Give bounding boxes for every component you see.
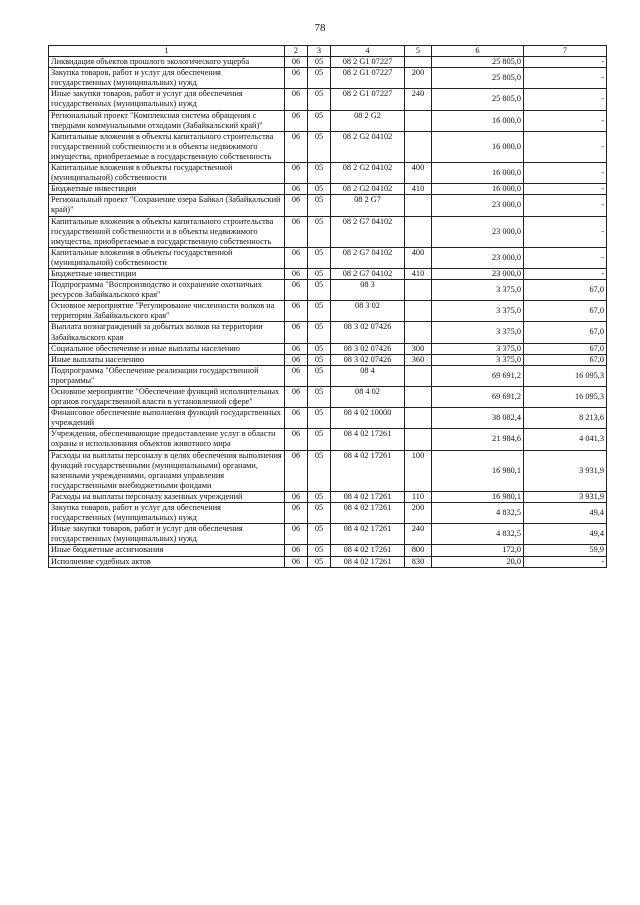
table-row [49,524,607,545]
table-row [49,545,607,556]
subsection-code-cell: 05 [308,184,331,195]
amount-executed-cell: 67,0 [524,301,607,322]
table-row [49,365,607,386]
row-name-cell: Закупка товаров, работ и услуг для обеспечения государственных (муниципальных) нужд [49,503,285,524]
section-code-cell: 06 [285,354,308,365]
amount-executed-cell: 3 931,9 [524,491,607,502]
amount-executed-cell: 49,4 [524,524,607,545]
subsection-code-cell: 05 [308,556,331,567]
expense-type-code-cell [405,301,432,322]
row-name-cell: Иные выплаты населению [49,354,285,365]
amount-executed-cell: - [524,68,607,89]
table-row [49,131,607,162]
amount-plan-cell: 20,0 [432,556,524,567]
table-row [49,110,607,131]
amount-executed-cell: 49,4 [524,503,607,524]
page-number: 78 [314,22,326,34]
expense-type-code-cell: 400 [405,163,432,184]
expense-type-code-cell: 200 [405,68,432,89]
section-code-cell: 06 [285,556,308,567]
table-row [49,354,607,365]
expense-type-code-cell [405,408,432,429]
amount-plan-cell: 38 082,4 [432,408,524,429]
subsection-code-cell: 05 [308,68,331,89]
amount-plan-cell: 23 000,0 [432,216,524,247]
amount-plan-cell: 25 805,0 [432,57,524,68]
section-code-cell: 06 [285,57,308,68]
amount-plan-cell: 69 691,2 [432,365,524,386]
section-code-cell: 06 [285,491,308,502]
row-name-cell: Социальное обеспечение и иные выплаты населению [49,343,285,354]
target-article-code-cell: 08 4 02 17261 [331,524,405,545]
subsection-code-cell: 05 [308,545,331,556]
row-name-cell: Ликвидация объектов прошлого экологического ущерба [49,57,285,68]
section-code-cell: 06 [285,89,308,110]
target-article-code-cell: 08 4 02 17261 [331,545,405,556]
row-name-cell: Подпрограмма "Обеспечение реализации государственной программы" [49,365,285,386]
amount-executed-cell: 67,0 [524,280,607,301]
target-article-code-cell: 08 2 G1 07227 [331,57,405,68]
table-row [49,89,607,110]
amount-executed-cell: - [524,556,607,567]
amount-plan-cell: 23 000,0 [432,195,524,216]
amount-plan-cell: 172,0 [432,545,524,556]
column-header: 4 [331,46,405,57]
column-header: 1 [49,46,285,57]
amount-executed-cell: 4 041,3 [524,429,607,450]
amount-plan-cell: 4 832,5 [432,503,524,524]
target-article-code-cell: 08 4 02 10000 [331,408,405,429]
section-code-cell: 06 [285,343,308,354]
amount-plan-cell: 16 000,0 [432,163,524,184]
amount-plan-cell: 16 980,1 [432,450,524,491]
subsection-code-cell: 05 [308,503,331,524]
amount-executed-cell: 59,9 [524,545,607,556]
expense-type-code-cell: 100 [405,450,432,491]
amount-plan-cell: 3 375,0 [432,322,524,343]
section-code-cell: 06 [285,216,308,247]
table-row [49,343,607,354]
amount-executed-cell: 16 095,3 [524,365,607,386]
amount-plan-cell: 16 000,0 [432,110,524,131]
section-code-cell: 06 [285,131,308,162]
row-name-cell: Закупка товаров, работ и услуг для обеспечения государственных (муниципальных) нужд [49,68,285,89]
table-row [49,268,607,279]
target-article-code-cell: 08 4 02 17261 [331,450,405,491]
table-header-row [49,46,607,57]
section-code-cell: 06 [285,387,308,408]
row-name-cell: Исполнение судебных актов [49,556,285,567]
row-name-cell: Финансовое обеспечение выполнения функций государственных учреждений [49,408,285,429]
table-row [49,57,607,68]
table-row [49,556,607,567]
row-name-cell: Иные закупки товаров, работ и услуг для обеспечения государственных (муниципальных) нужд [49,524,285,545]
column-header: 2 [285,46,308,57]
expense-type-code-cell [405,429,432,450]
section-code-cell: 06 [285,184,308,195]
amount-executed-cell: 16 095,3 [524,387,607,408]
target-article-code-cell: 08 4 02 17261 [331,491,405,502]
section-code-cell: 06 [285,195,308,216]
column-header: 5 [405,46,432,57]
table-row [49,68,607,89]
expense-type-code-cell: 410 [405,268,432,279]
expense-type-code-cell [405,195,432,216]
amount-executed-cell: - [524,195,607,216]
row-name-cell: Капитальные вложения в объекты государственной (муниципальной) собственности [49,163,285,184]
target-article-code-cell: 08 3 [331,280,405,301]
amount-executed-cell: - [524,268,607,279]
target-article-code-cell: 08 4 02 [331,387,405,408]
row-name-cell: Учреждения, обеспечивающие предоставление услуг в области охраны и использования объектов животного мира [49,429,285,450]
section-code-cell: 06 [285,503,308,524]
row-name-cell: Основное мероприятие "Обеспечение функций исполнительных органов государственной власти в установленной сфере" [49,387,285,408]
subsection-code-cell: 05 [308,195,331,216]
subsection-code-cell: 05 [308,450,331,491]
budget-table [48,45,607,568]
amount-plan-cell: 21 984,6 [432,429,524,450]
row-name-cell: Иные закупки товаров, работ и услуг для обеспечения государственных (муниципальных) нужд [49,89,285,110]
target-article-code-cell: 08 4 02 17261 [331,556,405,567]
target-article-code-cell: 08 2 G2 04102 [331,184,405,195]
expense-type-code-cell [405,365,432,386]
section-code-cell: 06 [285,524,308,545]
table-row [49,184,607,195]
section-code-cell: 06 [285,450,308,491]
target-article-code-cell: 08 2 G7 04102 [331,216,405,247]
amount-executed-cell: 67,0 [524,354,607,365]
subsection-code-cell: 05 [308,110,331,131]
subsection-code-cell: 05 [308,491,331,502]
target-article-code-cell: 08 2 G7 [331,195,405,216]
amount-plan-cell: 3 375,0 [432,301,524,322]
target-article-code-cell: 08 4 02 17261 [331,503,405,524]
amount-plan-cell: 23 000,0 [432,268,524,279]
target-article-code-cell: 08 2 G7 04102 [331,268,405,279]
row-name-cell: Региональный проект "Сохранение озера Байкал (Забайкальский край)" [49,195,285,216]
amount-executed-cell: 8 213,6 [524,408,607,429]
column-header: 3 [308,46,331,57]
subsection-code-cell: 05 [308,429,331,450]
subsection-code-cell: 05 [308,354,331,365]
expense-type-code-cell: 360 [405,354,432,365]
target-article-code-cell: 08 4 [331,365,405,386]
amount-plan-cell: 23 000,0 [432,247,524,268]
expense-type-code-cell [405,216,432,247]
expense-type-code-cell: 110 [405,491,432,502]
table-row [49,408,607,429]
amount-executed-cell: - [524,110,607,131]
amount-executed-cell: - [524,216,607,247]
row-name-cell: Бюджетные инвестиции [49,184,285,195]
row-name-cell: Капитальные вложения в объекты государственной (муниципальной) собственности [49,247,285,268]
subsection-code-cell: 05 [308,163,331,184]
expense-type-code-cell: 410 [405,184,432,195]
subsection-code-cell: 05 [308,57,331,68]
column-header: 6 [432,46,524,57]
amount-plan-cell: 16 000,0 [432,184,524,195]
section-code-cell: 06 [285,408,308,429]
amount-executed-cell: - [524,89,607,110]
expense-type-code-cell [405,322,432,343]
row-name-cell: Расходы на выплаты персоналу казенных учреждений [49,491,285,502]
target-article-code-cell: 08 3 02 07426 [331,354,405,365]
row-name-cell: Выплата вознаграждений за добытых волков на территории Забайкальского края [49,322,285,343]
amount-plan-cell: 16 000,0 [432,131,524,162]
amount-plan-cell: 25 805,0 [432,68,524,89]
table-row [49,387,607,408]
expense-type-code-cell: 800 [405,545,432,556]
section-code-cell: 06 [285,545,308,556]
table-body [49,57,607,568]
target-article-code-cell: 08 2 G1 07227 [331,68,405,89]
amount-executed-cell: - [524,131,607,162]
amount-plan-cell: 3 375,0 [432,354,524,365]
row-name-cell: Капитальные вложения в объекты капитального строительства государственной собственности и в объекты недвижимого имущества, приобретаемые в государственную собственность [49,216,285,247]
table-row [49,429,607,450]
expense-type-code-cell: 300 [405,343,432,354]
target-article-code-cell: 08 4 02 17261 [331,429,405,450]
subsection-code-cell: 05 [308,280,331,301]
subsection-code-cell: 05 [308,247,331,268]
table-row [49,491,607,502]
amount-executed-cell: 3 931,9 [524,450,607,491]
subsection-code-cell: 05 [308,216,331,247]
amount-plan-cell: 3 375,0 [432,343,524,354]
section-code-cell: 06 [285,247,308,268]
target-article-code-cell: 08 3 02 07426 [331,343,405,354]
amount-executed-cell: - [524,184,607,195]
expense-type-code-cell [405,131,432,162]
section-code-cell: 06 [285,280,308,301]
table-row [49,503,607,524]
table-row [49,195,607,216]
section-code-cell: 06 [285,365,308,386]
expense-type-code-cell: 830 [405,556,432,567]
expense-type-code-cell [405,280,432,301]
amount-executed-cell: - [524,57,607,68]
expense-type-code-cell: 200 [405,503,432,524]
row-name-cell: Подпрограмма "Воспроизводство и сохранение охотничьих ресурсов Забайкальского края" [49,280,285,301]
row-name-cell: Бюджетные инвестиции [49,268,285,279]
amount-plan-cell: 69 691,2 [432,387,524,408]
subsection-code-cell: 05 [308,343,331,354]
subsection-code-cell: 05 [308,408,331,429]
target-article-code-cell: 08 2 G2 04102 [331,131,405,162]
expense-type-code-cell [405,387,432,408]
subsection-code-cell: 05 [308,131,331,162]
amount-executed-cell: 67,0 [524,322,607,343]
subsection-code-cell: 05 [308,301,331,322]
amount-executed-cell: 67,0 [524,343,607,354]
table-row [49,450,607,491]
amount-executed-cell: - [524,247,607,268]
amount-plan-cell: 16 980,1 [432,491,524,502]
target-article-code-cell: 08 3 02 07426 [331,322,405,343]
target-article-code-cell: 08 2 G7 04102 [331,247,405,268]
target-article-code-cell: 08 2 G1 07227 [331,89,405,110]
column-header: 7 [524,46,607,57]
target-article-code-cell: 08 3 02 [331,301,405,322]
subsection-code-cell: 05 [308,89,331,110]
subsection-code-cell: 05 [308,387,331,408]
subsection-code-cell: 05 [308,524,331,545]
subsection-code-cell: 05 [308,365,331,386]
subsection-code-cell: 05 [308,322,331,343]
section-code-cell: 06 [285,301,308,322]
section-code-cell: 06 [285,68,308,89]
section-code-cell: 06 [285,429,308,450]
row-name-cell: Расходы на выплаты персоналу в целях обеспечения выполнения функций государственными (муниципальными) органами, казенными учреждениями, органами управления государственными внебюджетными фондами [49,450,285,491]
table-row [49,322,607,343]
target-article-code-cell: 08 2 G2 04102 [331,163,405,184]
section-code-cell: 06 [285,110,308,131]
table-row [49,280,607,301]
expense-type-code-cell: 240 [405,89,432,110]
table-row [49,301,607,322]
table-row [49,163,607,184]
table-row [49,247,607,268]
target-article-code-cell: 08 2 G2 [331,110,405,131]
amount-plan-cell: 4 832,5 [432,524,524,545]
row-name-cell: Иные бюджетные ассигнования [49,545,285,556]
expense-type-code-cell [405,110,432,131]
row-name-cell: Основное мероприятие "Регулирование численности волков на территории Забайкальского края" [49,301,285,322]
amount-executed-cell: - [524,163,607,184]
expense-type-code-cell [405,57,432,68]
amount-plan-cell: 3 375,0 [432,280,524,301]
amount-plan-cell: 25 805,0 [432,89,524,110]
row-name-cell: Капитальные вложения в объекты капитального строительства государственной собственности и в объекты недвижимого имущества, приобретаемые в государственную собственность [49,131,285,162]
expense-type-code-cell: 240 [405,524,432,545]
expense-type-code-cell: 400 [405,247,432,268]
section-code-cell: 06 [285,268,308,279]
table-row [49,216,607,247]
row-name-cell: Региональный проект "Комплексная система обращения с твердыми коммунальными отходами (Забайкальский край)" [49,110,285,131]
section-code-cell: 06 [285,163,308,184]
subsection-code-cell: 05 [308,268,331,279]
section-code-cell: 06 [285,322,308,343]
